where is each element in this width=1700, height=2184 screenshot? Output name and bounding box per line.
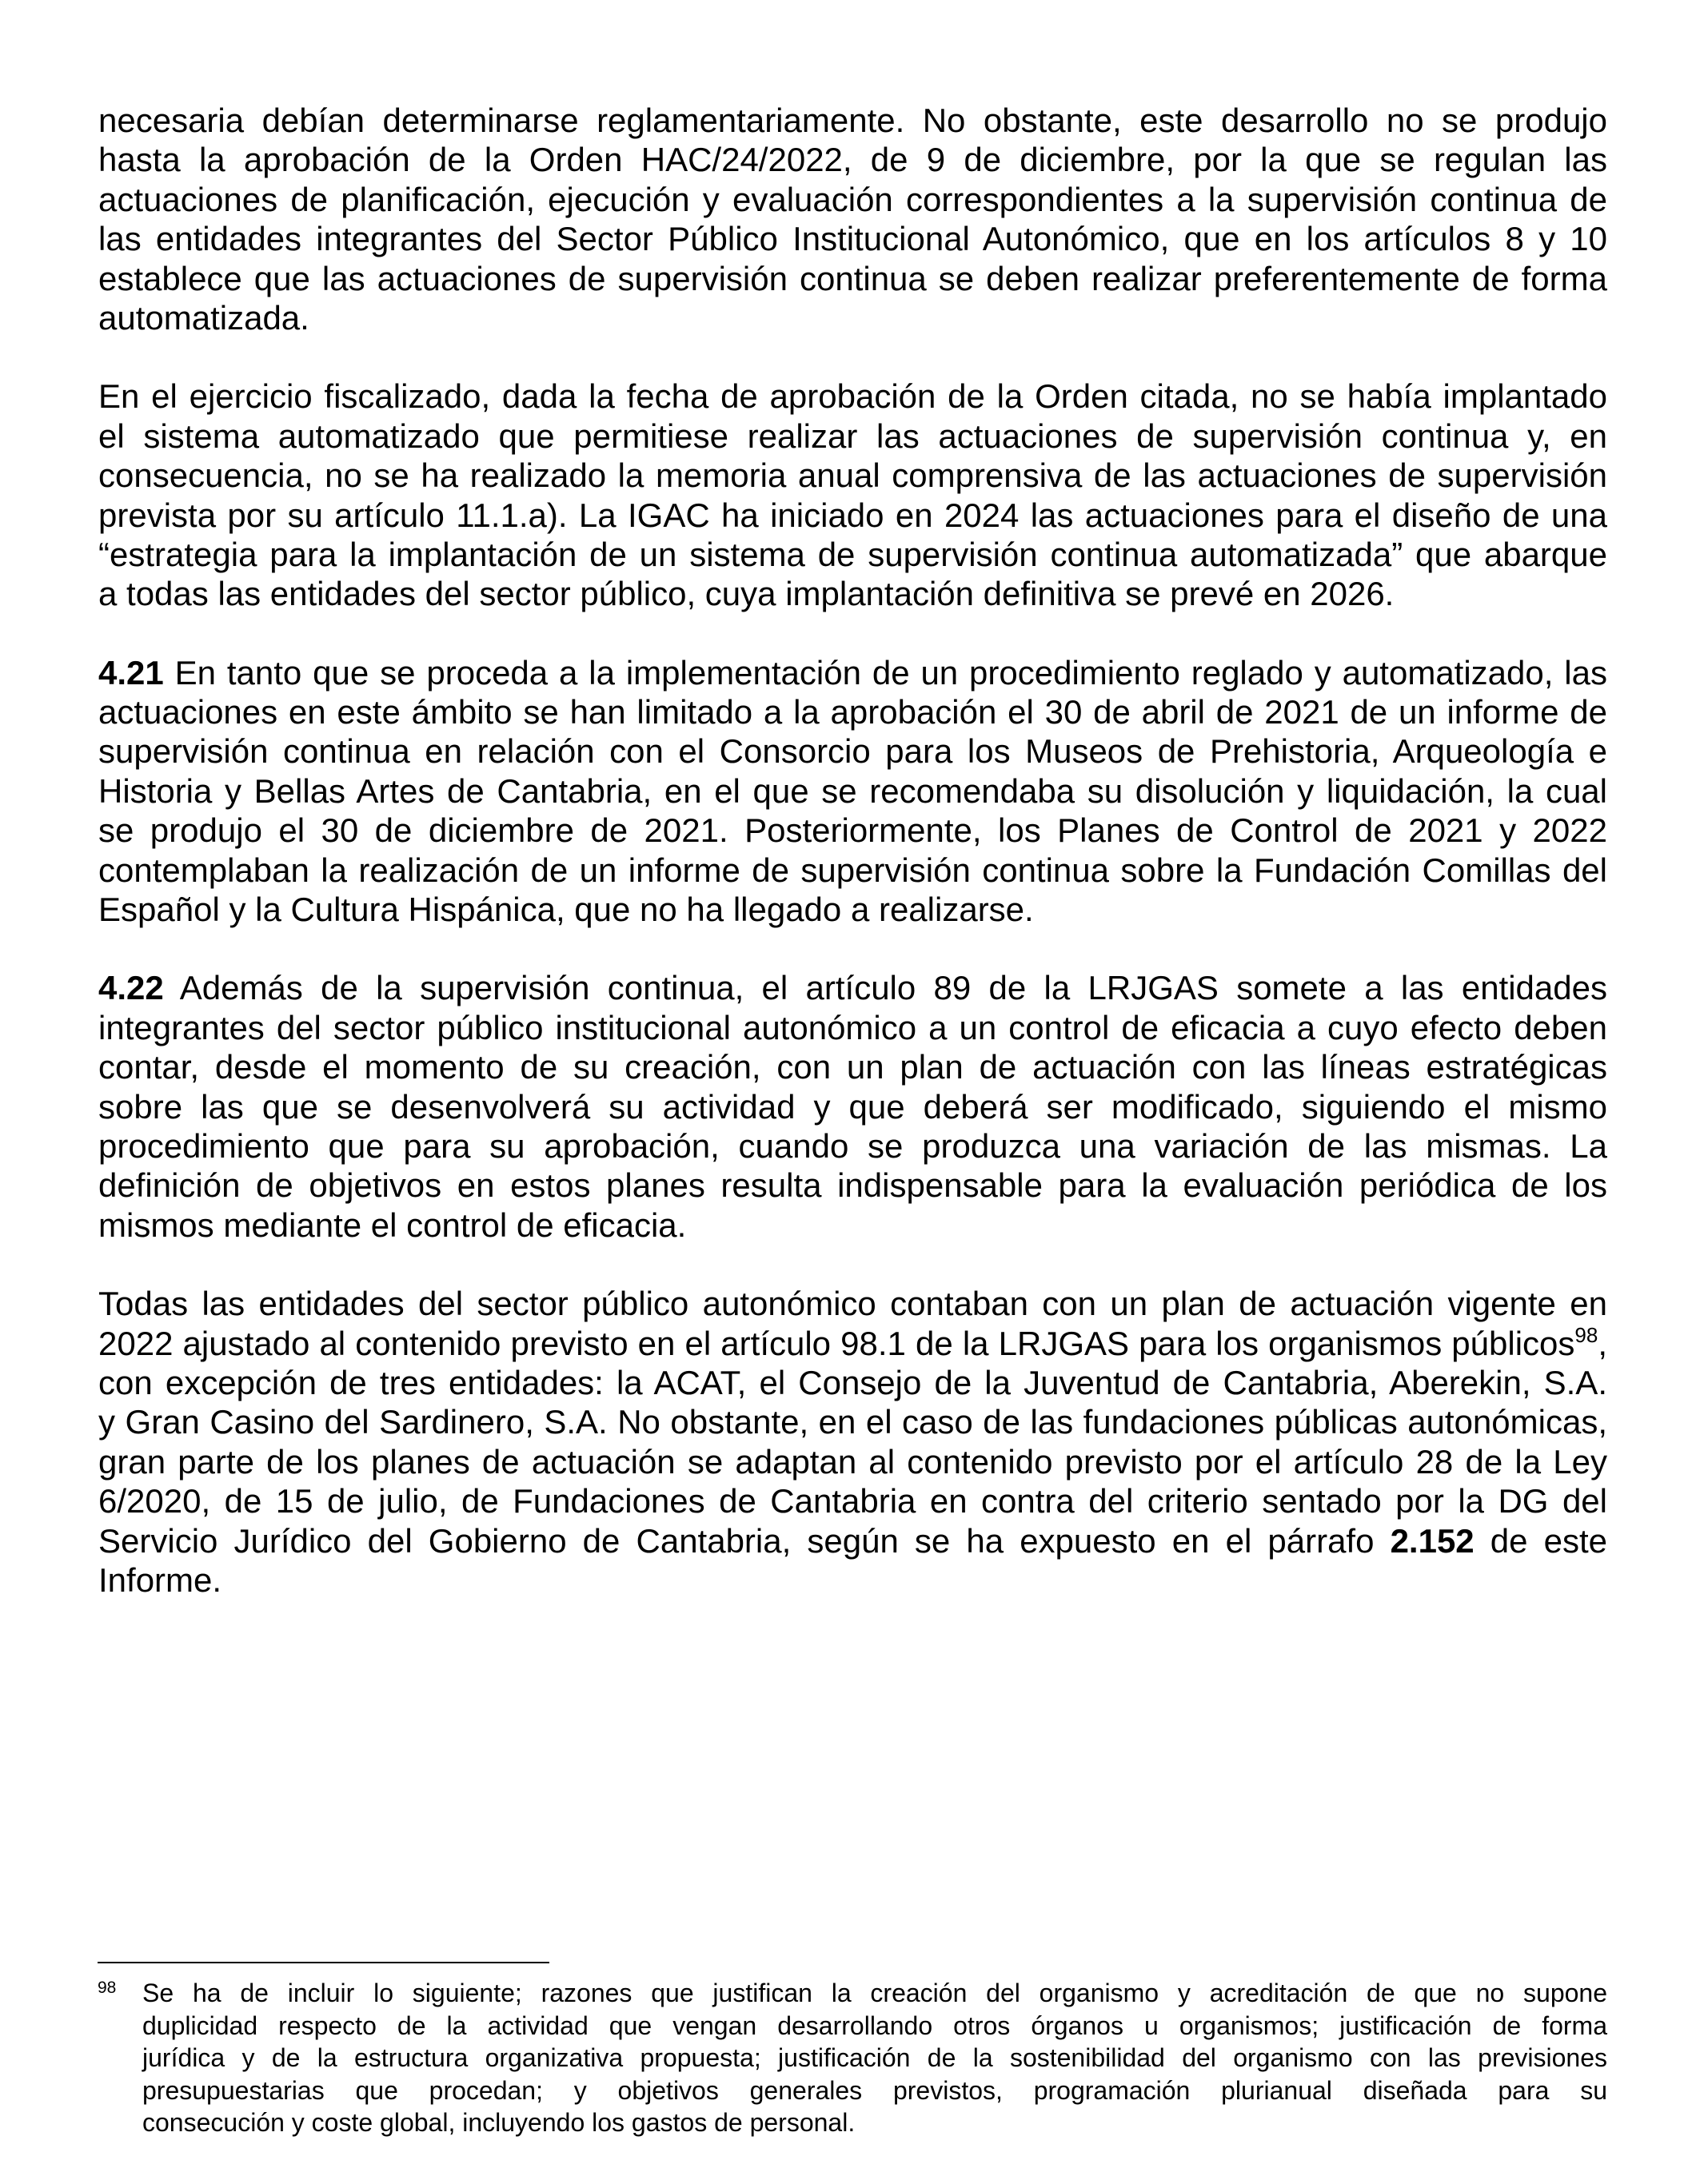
paragraph-planes-actuacion — [98, 1284, 1607, 1600]
footnote-reference-link[interactable]: 98 — [1574, 1322, 1598, 1347]
paragraph-intro-continuation — [98, 101, 1607, 337]
text-line: actuaciones de planificación, ejecución y evaluación correspondientes a la supervisión continua de — [98, 180, 1607, 218]
text-line: gran parte de los planes de actuación se adaptan al contenido previsto por el artículo 28 de la Ley — [98, 1442, 1607, 1481]
text-line — [98, 1521, 1607, 1560]
paragraph-ejercicio-fiscalizado — [98, 377, 1607, 613]
footnote-line: presupuestarias que procedan; y objetivos generales previstos, programación plurianual diseñada para su — [142, 2075, 1607, 2105]
footnote-line: consecución y coste global, incluyendo los gastos de personal. — [142, 2108, 856, 2137]
text-line: con excepción de tres entidades: la ACAT, el Consejo de la Juventud de Cantabria, Aberekin, S.A. — [98, 1363, 1607, 1401]
text-line: Todas las entidades del sector público autonómico contaban con un plan de actuación vigente en — [98, 1285, 1607, 1323]
text-line: consecuencia, no se ha realizado la memoria anual comprensiva de las actuaciones de supervisión — [98, 456, 1607, 495]
line-text: 2022 ajustado al contenido previsto en el artículo 98.1 de la LRJGAS para los organismos públicos — [98, 1324, 1575, 1362]
text-line: mismos mediante el control de eficacia. — [98, 1206, 687, 1244]
footnote-number: 98 — [98, 1979, 117, 1997]
paragraph-number: 4.22 — [98, 969, 164, 1007]
text-line: se produjo el 30 de diciembre de 2021. Posteriormente, los Planes de Control de 2021 y 2022 — [98, 811, 1607, 850]
footnote-separator — [98, 1962, 549, 1963]
line-text: de este — [1474, 1521, 1607, 1560]
footnote-line: Se ha de incluir lo siguiente; razones que justifican la creación del organismo y acreditación de que no supone — [142, 1979, 1607, 2007]
body-text — [98, 101, 1607, 1639]
text-line: prevista por su artículo 11.1.a). La IGAC ha iniciado en 2024 las actuaciones para el diseño de una — [98, 496, 1607, 534]
paragraph-4-22 — [98, 968, 1607, 1245]
text-line — [98, 968, 1607, 1007]
text-line: procedimiento que para su aprobación, cuando se produzca una variación de las mismas. La — [98, 1126, 1607, 1165]
text-line — [98, 1324, 1607, 1363]
text-line: establece que las actuaciones de supervisión continua se deben realizar preferentemente de forma — [98, 259, 1607, 297]
footnote-line: jurídica y de la estructura organizativa propuesta; justificación de la sostenibilidad del organismo con las previsiones — [142, 2043, 1607, 2072]
text-line: y Gran Casino del Sardinero, S.A. No obstante, en el caso de las fundaciones públicas autonómicas, — [98, 1403, 1607, 1441]
text-line — [98, 653, 1607, 692]
text-line: contar, desde el momento de su creación, con un plan de actuación con las líneas estratégicas — [98, 1048, 1607, 1086]
text-line: contemplaban la realización de un informe de supervisión continua sobre la Fundación Comillas del — [98, 851, 1607, 889]
text-line: definición de objetivos en estos planes resulta indispensable para la evaluación periódica de los — [98, 1166, 1607, 1205]
text-line: Historia y Bellas Artes de Cantabria, en el que se recomendaba su disolución y liquidación, la cual — [98, 771, 1607, 810]
text-line: actuaciones en este ámbito se han limitado a la aprobación el 30 de abril de 2021 de un informe de — [98, 693, 1607, 731]
cross-reference: 2.152 — [1390, 1521, 1475, 1560]
text-line: automatizada. — [98, 298, 309, 337]
text-line: sobre las que se desenvolverá su actividad y que deberá ser modificado, siguiendo el mismo — [98, 1087, 1607, 1126]
text-line: Informe. — [98, 1560, 222, 1599]
footnote-text — [142, 1977, 1607, 2139]
text-line: 6/2020, de 15 de julio, de Fundaciones de Cantabria en contra del criterio sentado por la DG del — [98, 1482, 1607, 1520]
text-line: “estrategia para la implantación de un sistema de supervisión continua automatizada” que abarque — [98, 535, 1607, 573]
line-text: Además de la supervisión continua, el artículo 89 de la LRJGAS somete a las entidades — [163, 969, 1607, 1007]
paragraph-number: 4.21 — [98, 653, 164, 691]
line-text: Servicio Jurídico del Gobierno de Cantabria, según se ha expuesto en el párrafo — [98, 1521, 1391, 1560]
text-line: Español y la Cultura Hispánica, que no ha llegado a realizarse. — [98, 891, 1034, 929]
text-line: a todas las entidades del sector público, cuya implantación definitiva se prevé en 2026. — [98, 575, 1395, 613]
text-line: las entidades integrantes del Sector Público Institucional Autonómico, que en los artículos 8 y 10 — [98, 220, 1607, 258]
text-line: necesaria debían determinarse reglamentariamente. No obstante, este desarrollo no se produjo — [98, 102, 1607, 139]
text-line: el sistema automatizado que permitiese realizar las actuaciones de supervisión continua y, en — [98, 416, 1607, 455]
text-line: hasta la aprobación de la Orden HAC/24/2022, de 9 de diciembre, por la que se regulan las — [98, 141, 1607, 179]
text-line: supervisión continua en relación con el Consorcio para los Museos de Prehistoria, Arqueología e — [98, 732, 1607, 771]
punctuation: , — [1598, 1324, 1607, 1362]
text-line: integrantes del sector público institucional autonómico a un control de eficacia a cuyo efecto deben — [98, 1008, 1607, 1046]
text-line: En el ejercicio fiscalizado, dada la fecha de aprobación de la Orden citada, no se había implantado — [98, 377, 1607, 416]
footnote-line: duplicidad respecto de la actividad que vengan desarrollando otros órganos u organismos; justificación de forma — [142, 2011, 1607, 2040]
paragraph-4-21 — [98, 653, 1607, 930]
line-text: En tanto que se proceda a la implementación de un procedimiento reglado y automatizado, las — [163, 653, 1607, 691]
